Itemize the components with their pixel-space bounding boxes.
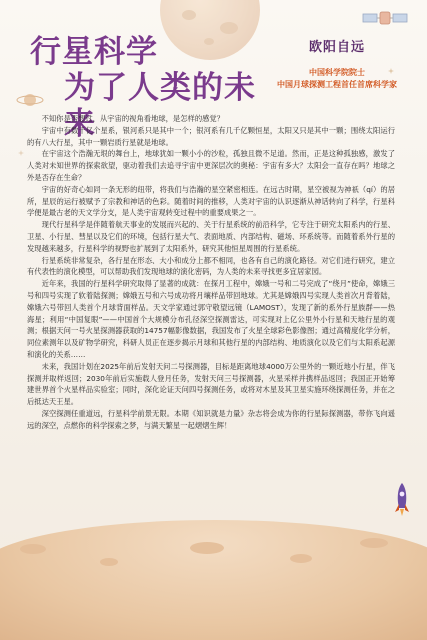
article-paragraph: 现代行星科学是伴随着航天事业的发展而兴起的、关于行星系统的前沿科学，它专注于研究太阳系内的行星、卫星、小行星、彗星以及它们的环境，包括行星大气、表面地质、内部结构、磁场、环系统等。而随着系外行星的发现越来越多，行星科学的视野也扩展到了太阳系外，研究其他恒星周围的行星系统。 xyxy=(27,220,395,253)
satellite-icon xyxy=(361,4,409,32)
article-paragraph: 深空探测任重道远，行星科学前景无限。本期《知识就是力量》杂志将会成为你的行星际探测器，带你飞向遥远的深空，点燃你的科学探索之梦，与满天繁星一起熠熠生辉！ xyxy=(27,408,395,430)
star-icon xyxy=(18,150,24,156)
article-paragraph: 近年来，我国的行星科学研究取得了显著的成就：在探月工程中，嫦娥一号和二号完成了“绕月”使命，嫦娥三号和四号实现了软着陆探测；嫦娥五号和六号成功将月壤样品带回地球。尤其是嫦娥四号实现人类首次月背着陆，嫦娥六号带回人类首个月球背面样品。天文学家通过郭守敬望远镜（LAMOST），发现了新的系外行星族群——热海星；利用“中国复眼”——中国首个大规模分布孔径深空探测雷达，可实现对上亿公里外小行星和天地行星的观测；根据天问一号火星探测器获取的14757幅影像数据，我国发布了火星全球彩色影像图；通过高精度化学分析，同位素测年以及矿物学研究，科研人员正在逐步揭示月球和其他行星的内部结构、地质演化以及它们与太阳系起源和演化的关系…… xyxy=(27,279,395,359)
author-role-2: 中国月球探测工程首任首席科学家 xyxy=(277,80,397,89)
rocket-icon xyxy=(393,482,411,518)
star-icon xyxy=(388,68,394,74)
author-block xyxy=(262,36,412,91)
bottom-planet-decoration xyxy=(0,520,427,640)
article-paragraph: 不知你是否想过，从宇宙的视角看地球，是怎样的感觉？ xyxy=(41,114,225,123)
article-paragraph: 未来，我国计划在2025年前后发射天问二号探测器，目标是距离地球4000万公里外的一颗近地小行星，伴飞探测并取样返回；2030年前后实施载人登月任务，发射天问三号探测器，火星采样并携样品返回；我国正开始筹建世界首个火星样品实验室；同时，深化论证天问四号探测任务，或将对木星及其卫星实施环绕探测任务，并在之后抵达天王星。 xyxy=(27,361,395,407)
page-title-line1: 行星科学 xyxy=(30,34,158,70)
author-role-1: 中国科学院院士 xyxy=(309,68,365,77)
article-body xyxy=(27,113,395,432)
author-name: 欧阳自远 xyxy=(308,40,365,55)
article-paragraph: 在宇宙这个浩瀚无垠的舞台上，地球犹如一颗小小的沙粒，孤独且微不足道。然而，正是这种孤独感，激发了人类对未知世界的探索欲望，驱动着我们去追寻宇宙中更深层次的奥秘：宇宙有多大？太阳会一直存在吗？地球之外是否存在生命？ xyxy=(27,149,395,182)
article-paragraph: 宇宙中有数千亿个星系，银河系只是其中一个；银河系有几千亿颗恒星，太阳又只是其中一颗；围绕太阳运行的有八大行星，其中一颗岩质行星就是地球。 xyxy=(27,125,395,147)
page-title-line2: 为了人类的未来 xyxy=(64,70,256,142)
article-paragraph: 行星系统非常复杂，各行星在形态、大小和成分上都不相同，也各有自己的演化路径。对它们进行研究，建立有代表性的演化模型，可以帮助我们发现地球的演化密码，为人类的未来寻找更多宜居家园。 xyxy=(27,255,395,277)
article-paragraph: 宇宙的好奇心如同一条无形的纽带，将我们与浩瀚的星空紧密相连。在远古时期，星空被视为神祇（qí）的居所，星辰的运行被赋予了宗教和神话的色彩。随着时间的推移，人类对宇宙的认识逐渐从神话转向了科学，行星科学便是最古老的天文学分支，是人类宇宙观转变过程中的重要成果之一。 xyxy=(27,184,395,218)
